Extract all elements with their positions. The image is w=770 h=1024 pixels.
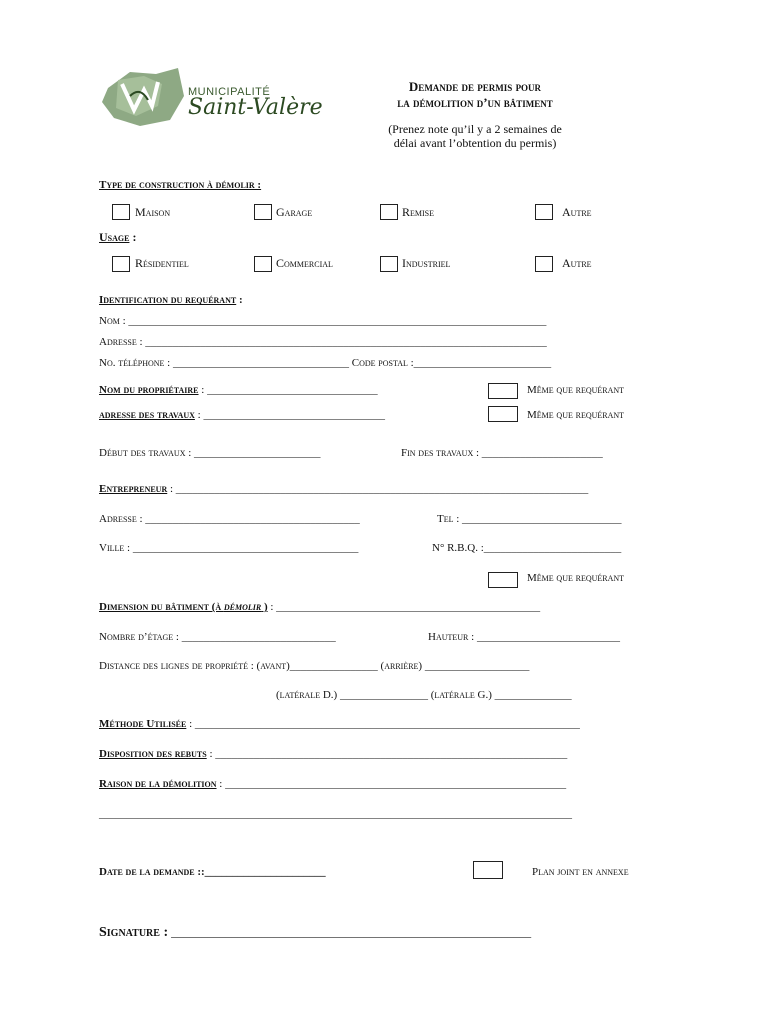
plan-joint-label: Plan joint en annexe xyxy=(532,866,629,878)
rebuts-label: Disposition des rebuts xyxy=(99,748,207,760)
fin-travaux-field[interactable]: Fin des travaux : ______________________ xyxy=(401,447,603,459)
residentiel-label: Résidentiel xyxy=(135,256,189,270)
requerant-heading-label: Identification du requérant xyxy=(99,294,237,306)
autre-construction-label: Autre xyxy=(562,205,592,219)
nom-field[interactable]: Nom : ____________________________________________________________________________ xyxy=(99,315,547,327)
form-title-line1: Demande de permis pour xyxy=(408,79,542,94)
form-note-line2: délai avant l’obtention du permis) xyxy=(393,136,557,150)
proprietaire-line: : _______________________________ xyxy=(198,384,378,396)
distance-lignes-field[interactable]: Distance des lignes de propriété : (avant)________________ (arrière) ___________________ xyxy=(99,660,530,672)
remise-label: Remise xyxy=(402,205,435,219)
methode-label: Méthode Utilisée xyxy=(99,718,187,730)
remise-checkbox[interactable] xyxy=(380,204,398,220)
autre-construction-checkbox[interactable] xyxy=(535,204,553,220)
telephone-codepostal-field[interactable]: No. téléphone : ________________________________ Code postal :_________________________ xyxy=(99,357,552,369)
adresse-travaux-field[interactable] xyxy=(99,409,385,421)
maison-label: Maison xyxy=(135,205,171,219)
maison-checkbox[interactable] xyxy=(112,204,130,220)
adresse-field[interactable]: Adresse : _________________________________________________________________________ xyxy=(99,336,547,348)
form-note-line1: (Prenez note qu’il y a 2 semaines de xyxy=(388,122,562,136)
raison-label: Raison de la démolition xyxy=(99,778,217,790)
logo-municipality-label: MUNICIPALITÉ xyxy=(188,86,271,98)
entrepreneur-same-label: Même que requérant xyxy=(527,572,625,584)
industriel-label: Industriel xyxy=(402,256,451,270)
logo-emblem-icon xyxy=(100,66,190,128)
adresse-travaux-same-label: Même que requérant xyxy=(527,409,625,421)
rebuts-line: : ________________________________________________________________ xyxy=(206,748,568,760)
raison-extra-line[interactable]: ______________________________________________________________________________________ xyxy=(99,808,572,820)
proprietaire-label: Nom du propriétaire xyxy=(99,384,199,396)
methode-field[interactable] xyxy=(99,718,580,730)
proprietaire-same-checkbox[interactable] xyxy=(488,383,518,399)
dimension-field[interactable] xyxy=(99,601,540,613)
signature-line: ____________________________________________________________ xyxy=(168,925,532,939)
residentiel-checkbox[interactable] xyxy=(112,256,130,272)
adresse-travaux-same-checkbox[interactable] xyxy=(488,406,518,422)
autre-usage-checkbox[interactable] xyxy=(535,256,553,272)
commercial-label: Commercial xyxy=(276,256,333,270)
entrepreneur-label: Entrepreneur xyxy=(99,483,168,495)
requerant-heading xyxy=(99,294,243,306)
raison-field[interactable] xyxy=(99,778,566,790)
signature-field[interactable] xyxy=(99,925,531,941)
adresse-travaux-label: adresse des travaux xyxy=(99,409,195,421)
construction-heading: Type de construction à démolir : xyxy=(99,179,262,191)
municipality-logo xyxy=(100,66,330,128)
debut-travaux-field[interactable]: Début des travaux : _______________________ xyxy=(99,447,321,459)
usage-heading-label: Usage xyxy=(99,230,130,244)
raison-line: : ______________________________________________________________ xyxy=(216,778,567,790)
hauteur-field[interactable]: Hauteur : __________________________ xyxy=(428,631,620,643)
proprietaire-same-label: Même que requérant xyxy=(527,384,625,396)
garage-checkbox[interactable] xyxy=(254,204,272,220)
commercial-checkbox[interactable] xyxy=(254,256,272,272)
entrepreneur-adresse-field[interactable]: Adresse : _______________________________________ xyxy=(99,513,360,525)
industriel-checkbox[interactable] xyxy=(380,256,398,272)
laterale-field[interactable]: (latérale D.) ________________ (latérale G.) ______________ xyxy=(276,689,572,701)
autre-usage-label: Autre xyxy=(562,256,592,270)
entrepreneur-rbq-field[interactable]: N° R.B.Q. :_________________________ xyxy=(432,542,622,554)
logo-town-name: Saint-Valère xyxy=(188,95,323,120)
adresse-travaux-line: : _________________________________ xyxy=(194,409,385,421)
dimension-line: : ________________________________________________ xyxy=(267,601,541,613)
dimension-label: Dimension du bâtiment (à démolir ) xyxy=(99,601,268,613)
nombre-etage-field[interactable]: Nombre d’étage : ____________________________ xyxy=(99,631,336,643)
garage-label: Garage xyxy=(276,205,313,219)
signature-label: Signature : xyxy=(99,925,169,940)
entrepreneur-tel-field[interactable]: Tel : _____________________________ xyxy=(437,513,622,525)
entrepreneur-line: : ___________________________________________________________________________ xyxy=(167,483,589,495)
date-demande-field[interactable]: Date de la demande ::______________________ xyxy=(99,866,326,878)
proprietaire-field[interactable] xyxy=(99,384,378,396)
plan-joint-checkbox[interactable] xyxy=(473,861,503,879)
entrepreneur-field[interactable] xyxy=(99,483,588,495)
rebuts-field[interactable] xyxy=(99,748,567,760)
usage-heading xyxy=(99,230,136,245)
requerant-heading-colon: : xyxy=(236,294,243,306)
entrepreneur-ville-field[interactable]: Ville : _________________________________________ xyxy=(99,542,359,554)
form-title-line2: la démolition d’un bâtiment xyxy=(397,95,553,110)
usage-heading-colon: : xyxy=(132,230,137,244)
entrepreneur-same-checkbox[interactable] xyxy=(488,572,518,588)
methode-line: : ______________________________________________________________________ xyxy=(186,718,580,730)
